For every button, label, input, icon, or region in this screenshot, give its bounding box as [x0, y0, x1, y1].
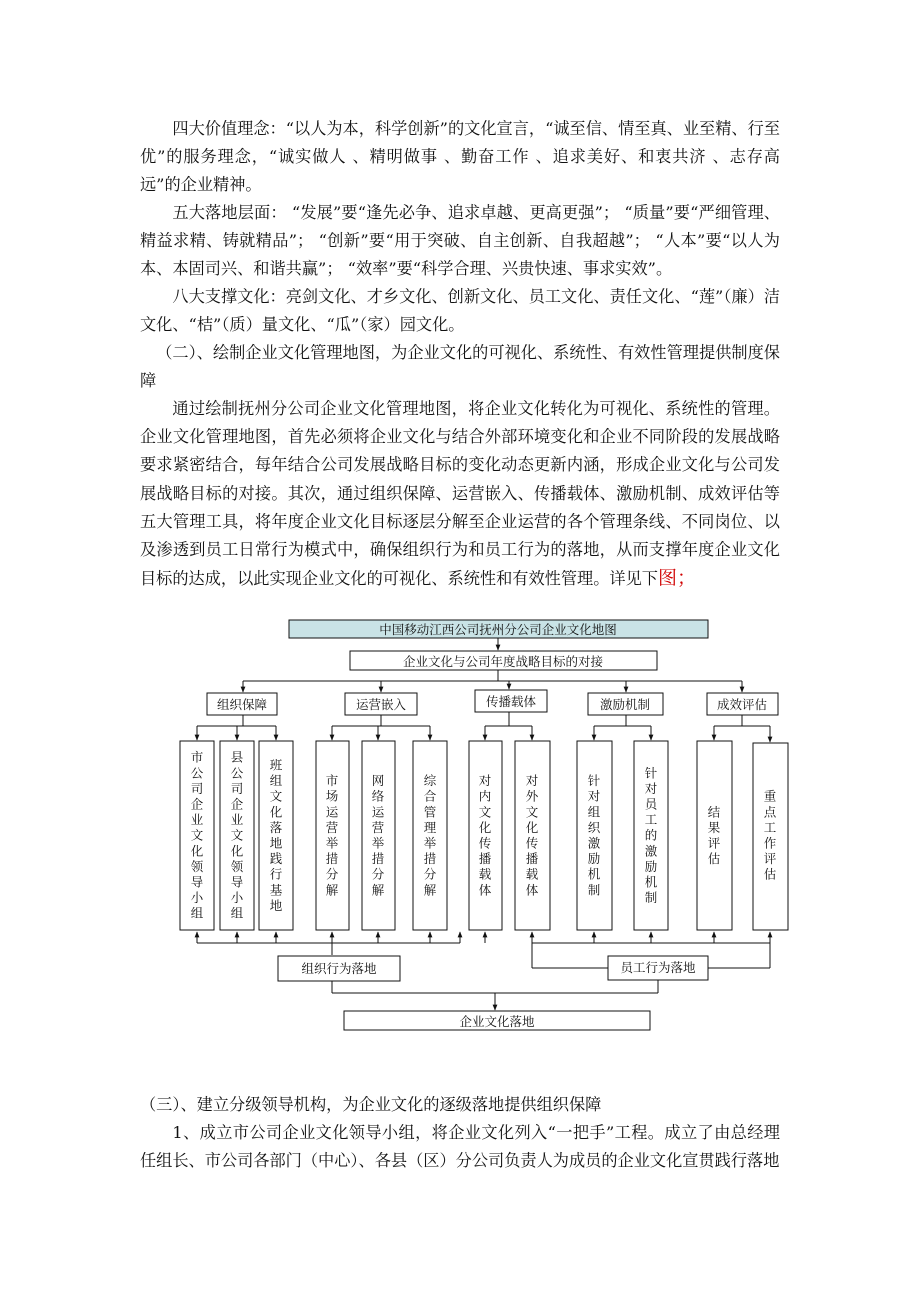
paragraph-culture-map-text: 通过绘制抚州分公司企业文化管理地图，将企业文化转化为可视化、系统性的管理。企业文化管理地图，首先必须将企业文化与结合外部环境变化和企业不同阶段的发展战略要求紧密结合，每年结合公司发展战略目标的变化动态更新内涵，形成企业文化与公司发展战略目标的对接。其次，通过组织保障、运营嵌入、传播载体、激励机制、成效评估等五大管理工具，将年度企业文化目标逐层分解至企业运营的各个管理条线、不同岗位、以及渗透到员工日常行为模式中，确保组织行为和员工行为的落地，从而支撑年度企业文化目标的达成，以此实现企业文化的可视化、系统性和有效性管理。详见下	[140, 399, 780, 589]
leaf-label-6: 综合管理举措分解	[423, 773, 437, 898]
section-heading-3: （三）、建立分级领导机构，为企业文化的逐级落地提供组织保障	[140, 1095, 602, 1114]
paragraph-support-cultures: 八大支撑文化：亮剑文化、才乡文化、创新文化、员工文化、责任文化、“莲”（廉）洁文化、“桔”（质）量文化、“瓜”（家）园文化。	[140, 287, 780, 335]
category-label-incentive: 激励机制	[599, 697, 651, 712]
leaf-label-8: 对外文化传播载体	[525, 773, 539, 898]
diagram-subtitle: 企业文化与公司年度战略目标的对接	[402, 654, 604, 669]
leaf-label-3: 班组文化落地践行基地	[269, 757, 283, 913]
diagram-title: 中国移动江西公司抚州分公司企业文化地图	[379, 622, 617, 637]
culture-landing-label: 企业文化落地	[459, 1014, 535, 1029]
paragraph-leadership: 1、成立市公司企业文化领导小组，将企业文化列入“一把手”工程。成立了由总经理任组长、市公司各部门（中心）、各县（区）分公司负责人为成员的企业文化宣贯践行落地	[140, 1123, 780, 1171]
category-label-org: 组织保障	[216, 697, 268, 712]
leaf-label-10: 针对员工的激励机制	[644, 765, 658, 906]
category-label-ops: 运营嵌入	[355, 697, 407, 712]
staff-behavior-label: 员工行为落地	[620, 960, 696, 975]
figure-reference: 图；	[658, 567, 697, 590]
leaf-label-11: 结果评估	[707, 804, 721, 867]
paragraph-landing-levels: 五大落地层面： “发展”要“逢先必争、追求卓越、更高更强”； “质量”要“严细管理、精益求精、铸就精品”； “创新”要“用于突破、自主创新、自我超越”； “人本”要“以人为本、本固司兴、和谐共赢”； “效率”要“科学合理、兴贵快速、事求实效”。	[140, 203, 780, 279]
paragraph-value-concepts: 四大价值理念：“以人为本，科学创新”的文化宣言，“诚至信、情至真、业至精、行至优”的服务理念，“诚实做人 、精明做事 、勤奋工作 、追求美好、和衷共济 、志存高远”的企业精神。	[140, 119, 780, 195]
leaf-label-12: 重点工作评估	[763, 788, 777, 882]
category-label-evaluation: 成效评估	[716, 697, 768, 712]
leaf-label-5: 网络运营举措分解	[371, 773, 385, 898]
category-label-media: 传播载体	[485, 694, 537, 709]
leaf-label-7: 对内文化传播载体	[478, 773, 492, 898]
leaf-label-1: 市公司企业文化领导小组	[190, 749, 204, 921]
section-heading-2: （二）、绘制企业文化管理地图，为企业文化的可视化、系统性、有效性管理提供制度保障	[140, 343, 780, 391]
leaf-label-9: 针对组织激励机制	[587, 773, 601, 898]
org-behavior-label: 组织行为落地	[301, 961, 377, 976]
leaf-label-4: 市场运营举措分解	[325, 773, 339, 898]
leaf-label-2: 县公司企业文化领导小组	[230, 749, 244, 921]
